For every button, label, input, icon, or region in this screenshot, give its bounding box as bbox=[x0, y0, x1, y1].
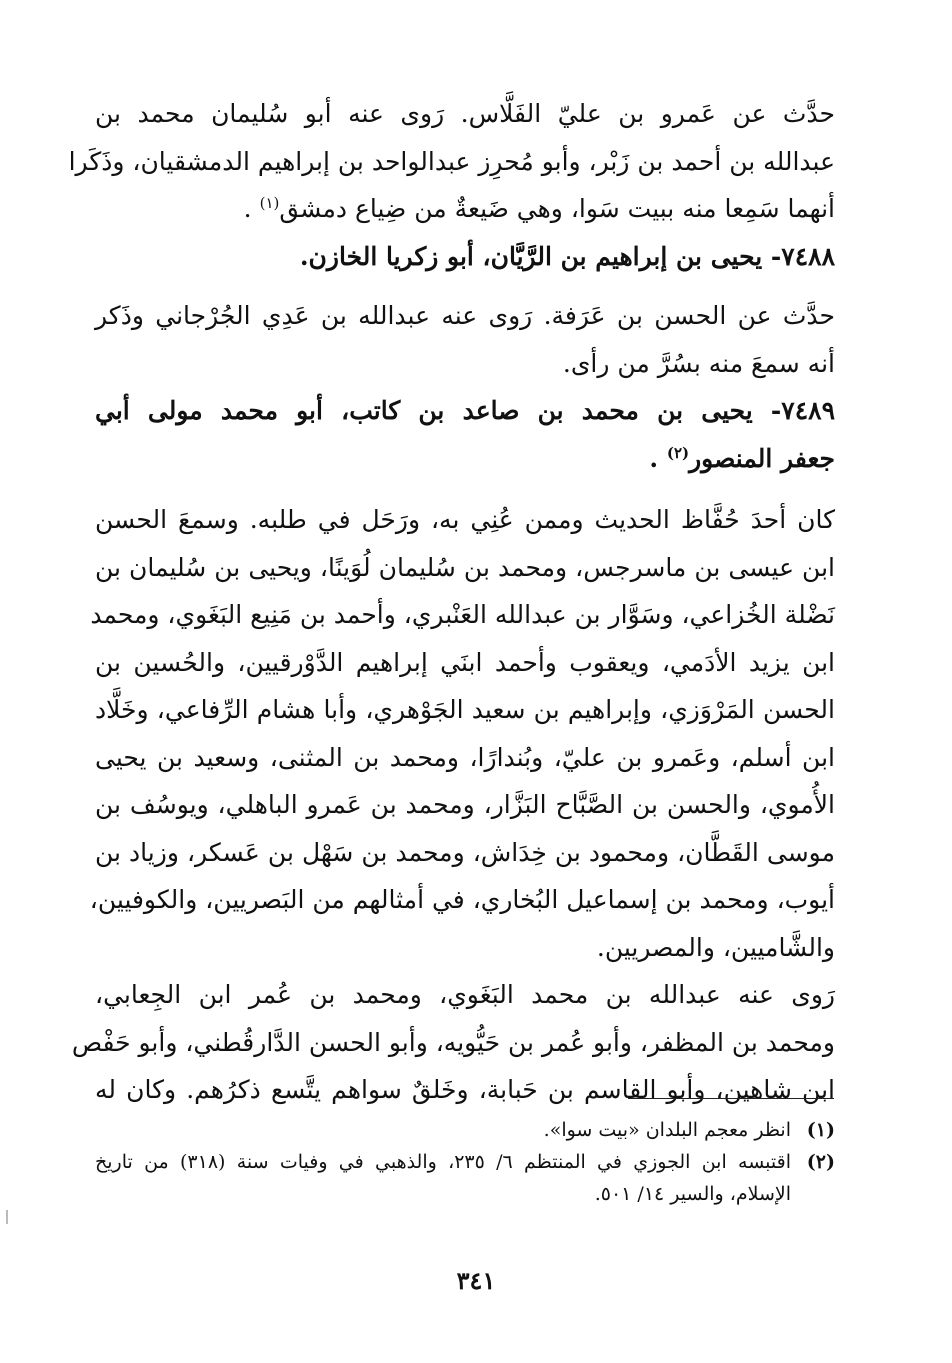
entry-heading-text: جعفر المنصور bbox=[689, 443, 835, 473]
text-line: نَضْلة الخُزاعي، وسَوَّار بن عبدالله العَنْبري، وأحمد بن مَنِيع البَغَوي، ومحمد bbox=[90, 600, 835, 629]
scan-mark bbox=[6, 1210, 8, 1224]
text-line: ابن شاهين، وأبو القاسم بن حَبابة، وخَلقٌ سواهم يتَّسع ذكرُهم. وكان له bbox=[95, 1075, 835, 1104]
text-line: ابن عيسى بن ماسرجس، ومحمد بن سُليمان لُوَينًا، ويحيى بن سُليمان بن bbox=[95, 552, 835, 582]
text-line: ومحمد بن المظفر، وأبو عُمر بن حَيُّويه، وأبو الحسن الدَّارقُطني، وأبو حَفْص bbox=[71, 1027, 835, 1057]
text-line: ابن يزيد الأدَمي، ويعقوب وأحمد ابنَي إبراهيم الدَّوْرقيين، والحُسين بن bbox=[95, 647, 835, 677]
footnote-text bbox=[95, 1146, 791, 1210]
text-line: والشَّاميين، والمصريين. bbox=[596, 932, 835, 962]
page-body bbox=[68, 90, 835, 1114]
text-line: أيوب، ومحمد بن إسماعيل البُخاري، في أمثالهم من البَصريين، والكوفيين، bbox=[89, 885, 835, 914]
footnote-line: انظر معجم البلدان «بيت سوا». bbox=[543, 1119, 791, 1141]
footnote-ref[interactable]: (٢) bbox=[666, 443, 690, 462]
text-line: موسى القَطَّان، ومحمود بن خِدَاش، ومحمد بن سَهْل بن عَسكر، وزياد بن bbox=[95, 837, 835, 867]
entry-heading: ٧٤٨٩- يحيى بن محمد بن صاعد بن كاتب، أبو محمد مولى أبي bbox=[95, 396, 835, 425]
text-line: حدَّث عن الحسن بن عَرَفة. رَوى عنه عبدالله بن عَدِي الجُرْجاني وذَكر bbox=[95, 301, 835, 330]
page-number: ٣٤١ bbox=[456, 1266, 496, 1295]
footnote-number: (١) bbox=[806, 1119, 835, 1141]
footnote bbox=[95, 1146, 835, 1210]
footnote bbox=[95, 1114, 835, 1146]
footnote-line: اقتبسه ابن الجوزي في المنتظم ٦/ ٢٣٥، والذهبي في وفيات سنة (٣١٨) من تاريخ bbox=[95, 1151, 791, 1173]
text-line: الأُموي، والحسن بن الصَّبَّاح البَزَّار، ومحمد بن عَمرو الباهلي، ويوسُف بن bbox=[95, 790, 835, 819]
paragraph bbox=[89, 496, 835, 971]
entry-7489 bbox=[71, 387, 835, 1114]
text-line: عبدالله بن أحمد بن زَبْر، وأبو مُحرِز عبدالواحد بن إبراهيم الدمشقيان، وذَكَرا bbox=[68, 146, 835, 176]
footnote-divider bbox=[628, 1098, 834, 1099]
end-punctuation: . bbox=[243, 194, 260, 223]
entry-heading-cont bbox=[95, 435, 835, 483]
entry-prev bbox=[68, 90, 835, 233]
entry-7488 bbox=[95, 233, 835, 388]
paragraph bbox=[71, 971, 835, 1114]
text-line bbox=[95, 185, 835, 233]
footnote-line: الإسلام، والسير ١٤/ ٥٠١. bbox=[594, 1183, 791, 1205]
footnotes bbox=[95, 1114, 835, 1210]
end-punctuation: . bbox=[649, 443, 667, 473]
text-line-content: أنهما سَمِعا منه ببيت سَوا، وهي ضَيعةٌ من ضِياع دمشق bbox=[279, 194, 835, 223]
footnote-ref[interactable]: (١) bbox=[259, 194, 280, 212]
footnote-number: (٢) bbox=[806, 1151, 835, 1173]
text-line: حدَّث عن عَمرو بن عليّ الفَلَّاس. رَوى عنه أبو سُليمان محمد بن bbox=[95, 99, 835, 128]
text-line: رَوى عنه عبدالله بن محمد البَغَوي، ومحمد بن عُمر ابن الجِعابي، bbox=[95, 980, 835, 1009]
text-line: كان أحدَ حُفَّاظ الحديث وممن عُنِي به، ورَحَل في طلبه. وسمعَ الحسن bbox=[95, 505, 835, 534]
text-line: ابن أسلم، وعَمرو بن عليّ، وبُندارًا، ومحمد بن المثنى، وسعيد بن يحيى bbox=[95, 742, 835, 772]
text-line: أنه سمعَ منه بسُرَّ من رأى. bbox=[562, 348, 835, 378]
entry-heading: ٧٤٨٨- يحيى بن إبراهيم بن الرَّيَّان، أبو زكريا الخازن. bbox=[299, 241, 835, 271]
footnote-text bbox=[95, 1114, 791, 1146]
text-line: الحسن المَرْوَزي، وإبراهيم بن سعيد الجَوْهري، وأبا هشام الرِّفاعي، وخَلَّاد bbox=[95, 695, 835, 724]
